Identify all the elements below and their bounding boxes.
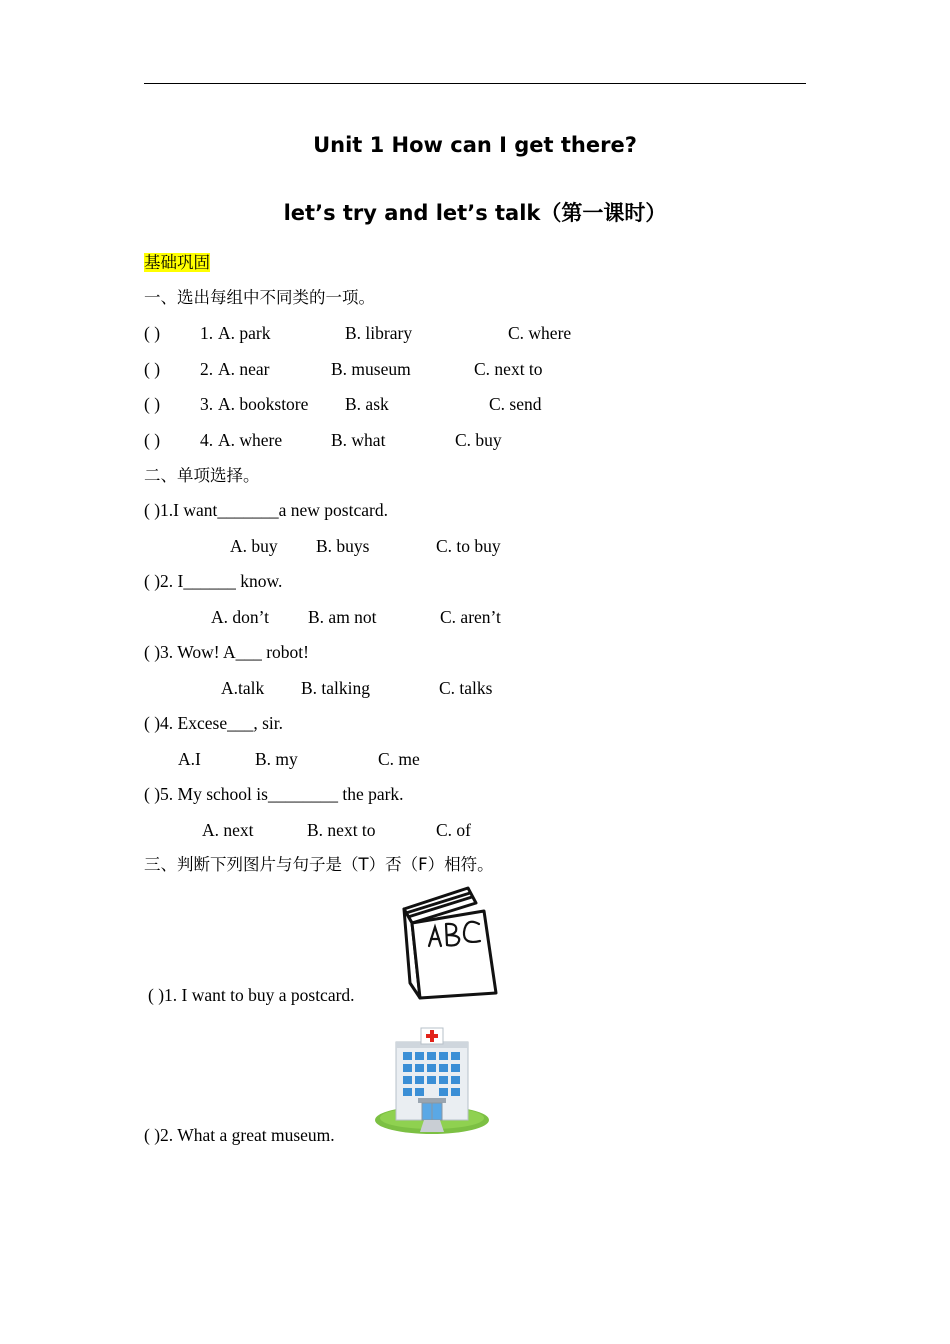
section-tag: 基础巩固 xyxy=(144,253,210,272)
part2-question-4[interactable]: ( )4. Excese___, sir. xyxy=(144,713,283,733)
part2-question-2[interactable]: ( )2. I______ know. xyxy=(144,571,283,591)
option-a: A. don’t xyxy=(211,607,270,627)
option-c: C. talks xyxy=(439,678,493,698)
part3-question-2[interactable]: ( )2. What a great museum. xyxy=(144,1125,335,1145)
part3-heading: 三、判断下列图片与句子是（T）否（F）相符。 xyxy=(144,855,494,874)
option-c: C. aren’t xyxy=(440,607,501,627)
answer-bracket[interactable]: ( ) xyxy=(144,394,161,414)
option-c: C. send xyxy=(489,394,542,414)
option-a: A.talk xyxy=(221,678,265,698)
option-b: B. buys xyxy=(316,536,370,556)
part2-question-1[interactable]: ( )1.I want_______a new postcard. xyxy=(144,500,388,520)
option-c: C. next to xyxy=(474,359,543,379)
hospital-building-icon xyxy=(372,1024,492,1138)
option-b: B. library xyxy=(345,323,413,343)
page-subtitle: let’s try and let’s talk（第一课时） xyxy=(283,201,667,225)
option-a: A. buy xyxy=(230,536,278,556)
abc-book-icon xyxy=(396,883,502,1001)
option-a: A. next xyxy=(202,820,254,840)
option-b: B. museum xyxy=(331,359,411,379)
part3-question-1[interactable]: ( )1. I want to buy a postcard. xyxy=(148,985,355,1005)
option-b: B. my xyxy=(255,749,298,769)
answer-bracket[interactable]: ( ) xyxy=(144,430,161,450)
answer-bracket[interactable]: ( ) xyxy=(144,323,161,343)
option-b: B. what xyxy=(331,430,386,450)
option-c: C. me xyxy=(378,749,420,769)
answer-bracket[interactable]: ( ) xyxy=(144,359,161,379)
option-c: C. where xyxy=(508,323,572,343)
option-b: B. talking xyxy=(301,678,371,698)
part2-question-3[interactable]: ( )3. Wow! A___ robot! xyxy=(144,642,309,662)
part2-heading: 二、单项选择。 xyxy=(144,466,260,485)
option-a: A.I xyxy=(178,749,201,769)
option-b: B. am not xyxy=(308,607,377,627)
option-a: A. near xyxy=(218,359,270,379)
option-c: C. to buy xyxy=(436,536,501,556)
option-c: C. of xyxy=(436,820,471,840)
page-title: Unit 1 How can I get there? xyxy=(313,133,637,157)
option-c: C. buy xyxy=(455,430,502,450)
header-rule xyxy=(144,83,806,84)
option-b: B. ask xyxy=(345,394,389,414)
option-a: A. bookstore xyxy=(218,394,309,414)
book-text: ABC xyxy=(396,883,399,884)
part1-heading: 一、选出每组中不同类的一项。 xyxy=(144,288,375,307)
part2-question-5[interactable]: ( )5. My school is________ the park. xyxy=(144,784,404,804)
option-a: A. where xyxy=(218,430,283,450)
option-a: A. park xyxy=(218,323,271,343)
option-b: B. next to xyxy=(307,820,376,840)
